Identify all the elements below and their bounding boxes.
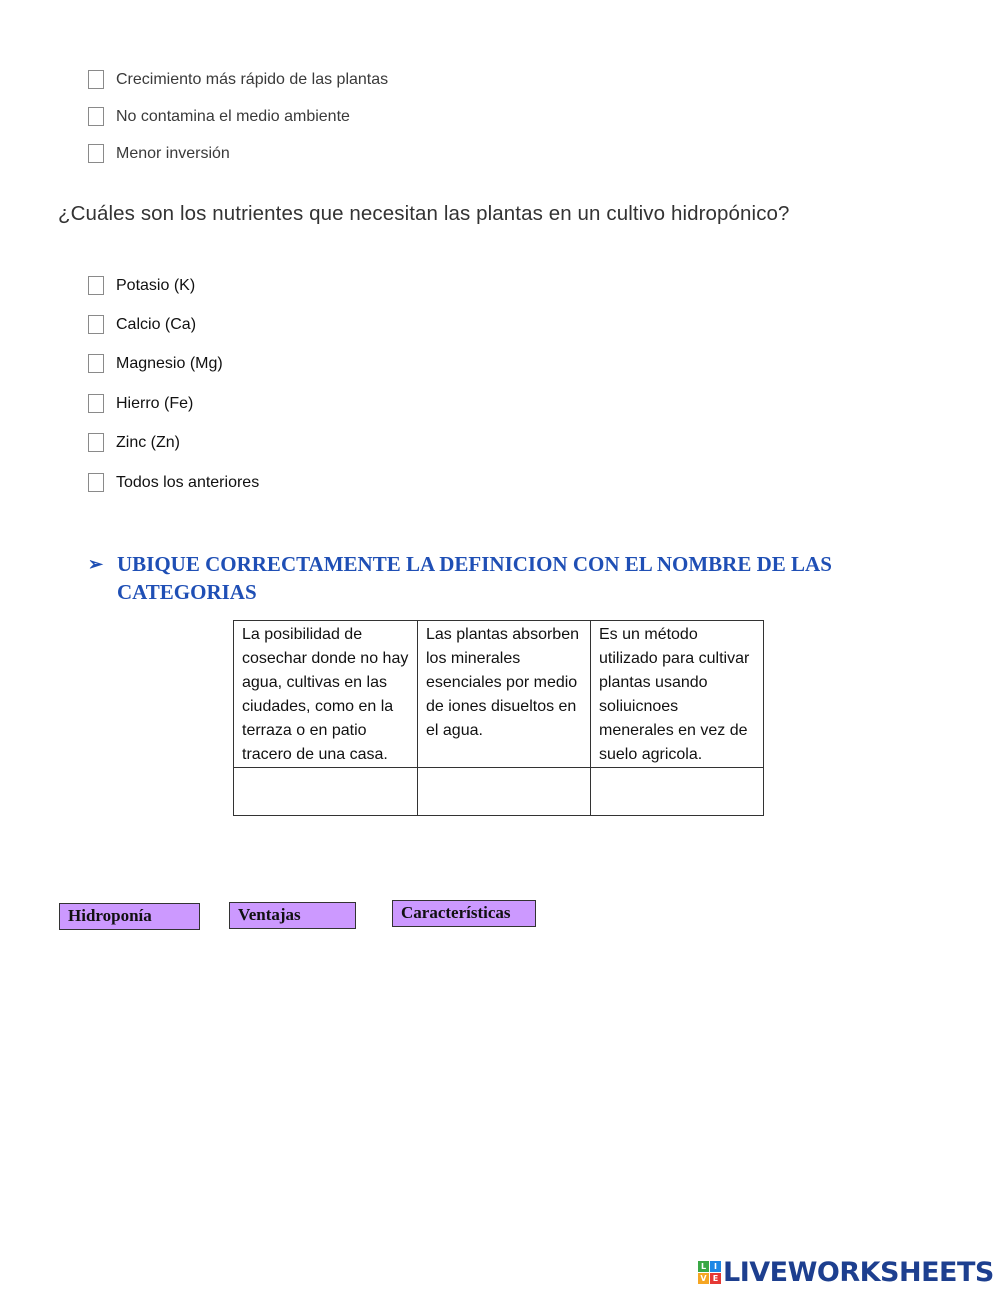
option-label: Calcio (Ca) [116,316,197,333]
definition-cell: Las plantas absorben los minerales esenciales por medio de iones disueltos en el agua. [418,621,591,768]
option-row [88,107,350,126]
logo-blocks-icon [698,1261,721,1284]
checkbox[interactable] [88,70,104,89]
checkbox[interactable] [88,107,104,126]
drop-zone-cell[interactable] [234,768,418,816]
option-row [88,144,230,163]
checkbox[interactable] [88,354,104,373]
option-label: Crecimiento más rápido de las plantas [116,71,389,88]
checkbox[interactable] [88,144,104,163]
definitions-table [233,620,764,816]
option-row [88,473,259,492]
logo-block: V [698,1273,709,1284]
drop-zone-cell[interactable] [418,768,591,816]
arrow-bullet-icon: ➢ [88,554,104,574]
question-text: ¿Cuáles son los nutrientes que necesitan las plantas en un cultivo hidropónico? [58,202,790,225]
logo-block: L [698,1261,709,1272]
option-row [88,354,223,373]
checkbox[interactable] [88,276,104,295]
logo-block: E [710,1273,721,1284]
option-label: No contamina el medio ambiente [116,108,350,125]
option-row [88,394,193,413]
logo-block: I [710,1261,721,1272]
liveworksheets-logo [698,1257,994,1288]
option-row [88,70,388,89]
option-row [88,433,180,452]
checkbox[interactable] [88,473,104,492]
category-tag-caracteristicas[interactable]: Características [392,900,536,927]
checkbox[interactable] [88,433,104,452]
section-heading [88,550,928,606]
definitions-row [234,621,764,768]
option-label: Todos los anteriores [116,474,260,491]
definition-cell: La posibilidad de cosechar donde no hay agua, cultivas en las ciudades, como en la terraza o en patio tracero de una casa. [234,621,418,768]
category-tag-ventajas[interactable]: Ventajas [229,902,356,929]
option-row [88,276,195,295]
option-label: Menor inversión [116,145,230,162]
checkbox[interactable] [88,315,104,334]
option-label: Potasio (K) [116,277,196,294]
section-heading-text: UBIQUE CORRECTAMENTE LA DEFINICION CON EL NOMBRE DE LAS CATEGORIAS [117,552,832,604]
option-label: Magnesio (Mg) [116,355,223,372]
option-row [88,315,196,334]
category-tag-hidroponia[interactable]: Hidroponía [59,903,200,930]
option-label: Hierro (Fe) [116,395,194,412]
drop-zone-row [234,768,764,816]
option-label: Zinc (Zn) [116,434,180,451]
drop-zone-cell[interactable] [591,768,764,816]
checkbox[interactable] [88,394,104,413]
definition-cell: Es un método utilizado para cultivar plantas usando soliuicnoes menerales en vez de suelo agricola. [591,621,764,768]
logo-text: LIVEWORKSHEETS [723,1257,994,1288]
